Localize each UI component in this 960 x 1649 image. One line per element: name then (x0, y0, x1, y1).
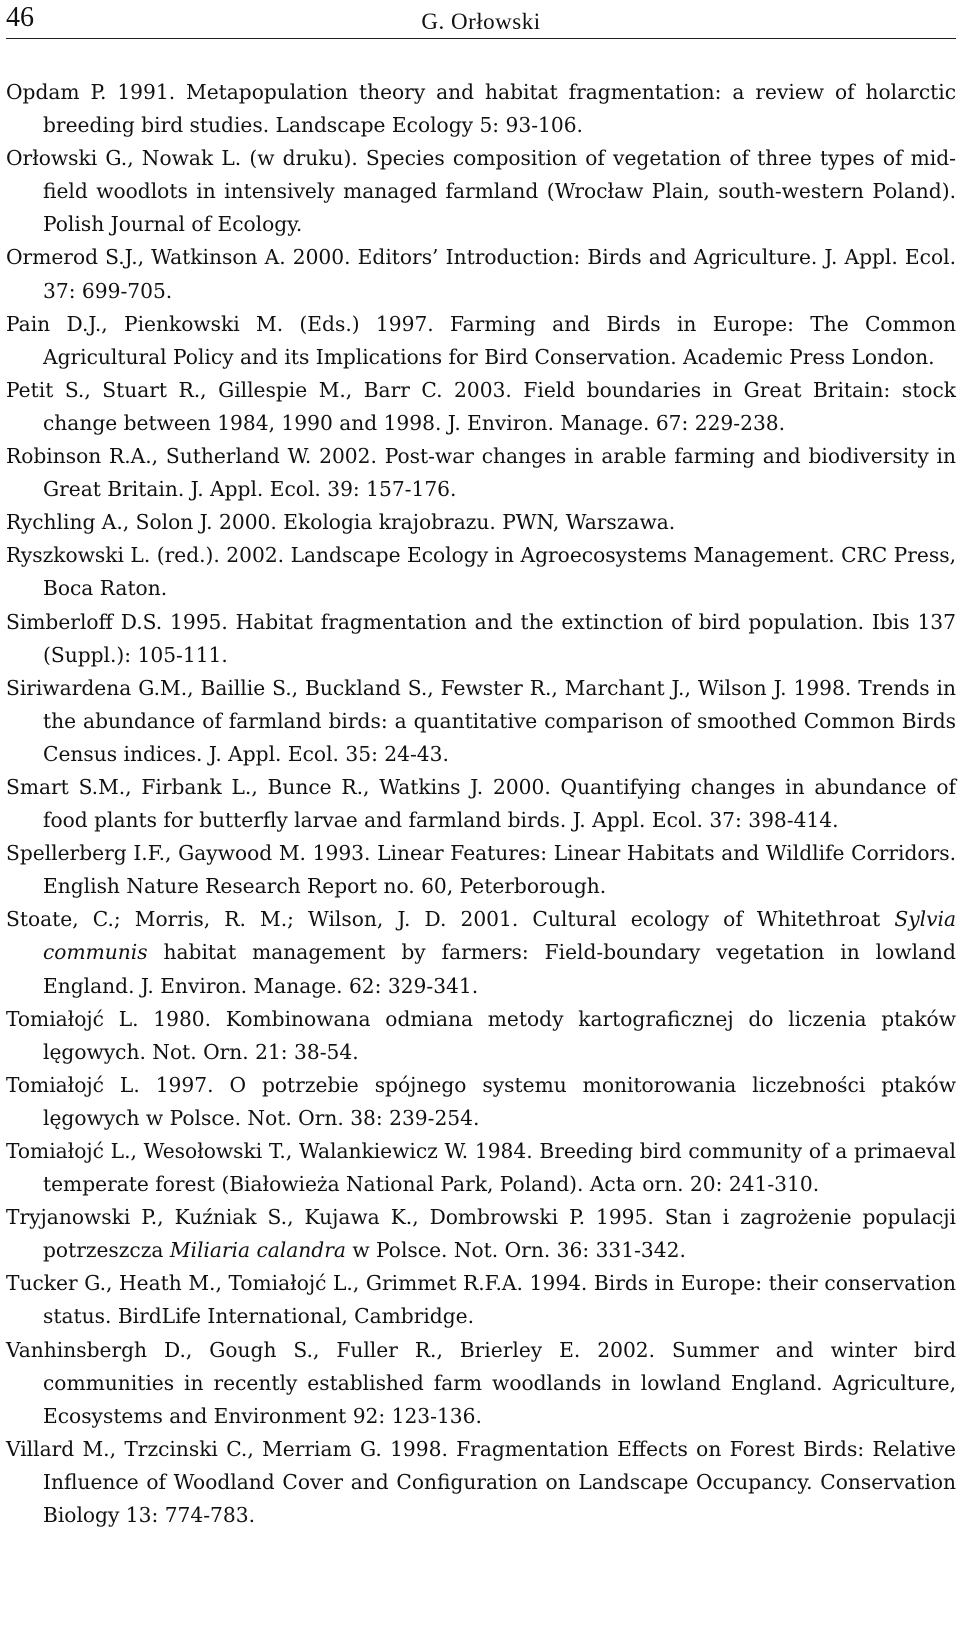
reference-item: Orłowski G., Nowak L. (w druku). Species composition of vegetation of three types of mid-field woodlots in intensively managed farmland (Wrocław Plain, south-western Poland). Polish Journal of Ecology. (6, 146, 956, 237)
reference-item: Pain D.J., Pienkowski M. (Eds.) 1997. Farming and Birds in Europe: The Common Agricultural Policy and its Implications for Bird Conservation. Academic Press London. (6, 311, 956, 369)
page-header (6, 0, 956, 39)
reference-item: Petit S., Stuart R., Gillespie M., Barr C. 2003. Field boundaries in Great Britain: stock change between 1984, 1990 and 1998. J. Environ. Manage. 67: 229-238. (6, 377, 956, 435)
reference-item: Opdam P. 1991. Metapopulation theory and habitat fragmentation: a review of holarctic breeding bird studies. Landscape Ecology 5: 93-106. (6, 80, 956, 138)
species-name: Miliaria calandra (169, 1238, 346, 1263)
reference-item: Stoate, C.; Morris, R. M.; Wilson, J. D. 2001. Cultural ecology of Whitethroat Sylvia communis habitat management by farmers: Field-boundary vegetation in lowland England. J. Environ. Manage. 62: 329-341. (6, 907, 956, 998)
running-head: G. Orłowski (421, 9, 541, 34)
reference-item: Tomiałojć L. 1997. O potrzebie spójnego systemu monitorowania liczebności ptaków lęgowych w Polsce. Not. Orn. 38: 239-254. (6, 1072, 956, 1130)
page-number: 46 (6, 2, 34, 33)
reference-item: Spellerberg I.F., Gaywood M. 1993. Linear Features: Linear Habitats and Wildlife Corridors. English Nature Research Report no. 60, Peterborough. (6, 841, 956, 899)
reference-item: Simberloff D.S. 1995. Habitat fragmentation and the extinction of bird population. Ibis 137 (Suppl.): 105-111. (6, 609, 956, 667)
reference-item: Rychling A., Solon J. 2000. Ekologia krajobrazu. PWN, Warszawa. (6, 510, 676, 535)
reference-item: Siriwardena G.M., Baillie S., Buckland S., Fewster R., Marchant J., Wilson J. 1998. Trends in the abundance of farmland birds: a quantitative comparison of smoothed Common Birds Census indices. J. Appl. Ecol. 35: 24-43. (6, 675, 956, 766)
reference-item: Tomiałojć L. 1980. Kombinowana odmiana metody kartograficznej do liczenia ptaków lęgowych. Not. Orn. 21: 38-54. (6, 1006, 956, 1064)
reference-item: Robinson R.A., Sutherland W. 2002. Post-war changes in arable farming and biodiversity in Great Britain. J. Appl. Ecol. 39: 157-176. (6, 444, 956, 502)
reference-item: Tomiałojć L., Wesołowski T., Walankiewicz W. 1984. Breeding bird community of a primaeval temperate forest (Białowieża National Park, Poland). Acta orn. 20: 241-310. (6, 1139, 956, 1197)
reference-item: Smart S.M., Firbank L., Bunce R., Watkins J. 2000. Quantifying changes in abundance of food plants for butterfly larvae and farmland birds. J. Appl. Ecol. 37: 398-414. (6, 774, 956, 833)
page (6, 0, 956, 1532)
reference-item: Vanhinsbergh D., Gough S., Fuller R., Brierley E. 2002. Summer and winter bird communities in recently established farm woodlands in lowland England. Agriculture, Ecosystems and Environment 92: 123-136. (6, 1337, 956, 1428)
reference-list (6, 76, 956, 1532)
reference-item: Villard M., Trzcinski C., Merriam G. 1998. Fragmentation Effects on Forest Birds: Relative Influence of Woodland Cover and Configuration on Landscape Occupancy. Conservation Biology 13: 774-783. (6, 1436, 956, 1528)
reference-item: Tryjanowski P., Kuźniak S., Kujawa K., Dombrowski P. 1995. Stan i zagrożenie populacji potrzeszcza Miliaria calandra w Polsce. Not. Orn. 36: 331-342. (6, 1205, 956, 1263)
reference-item: Tucker G., Heath M., Tomiałojć L., Grimmet R.F.A. 1994. Birds in Europe: their conservation status. BirdLife International, Cambridge. (6, 1271, 956, 1329)
species-name: Sylvia communis (43, 907, 956, 965)
reference-item: Ormerod S.J., Watkinson A. 2000. Editors’ Introduction: Birds and Agriculture. J. Appl. Ecol. 37: 699-705. (6, 245, 956, 303)
reference-item: Ryszkowski L. (red.). 2002. Landscape Ecology in Agroecosystems Management. CRC Press, Boca Raton. (6, 543, 956, 601)
